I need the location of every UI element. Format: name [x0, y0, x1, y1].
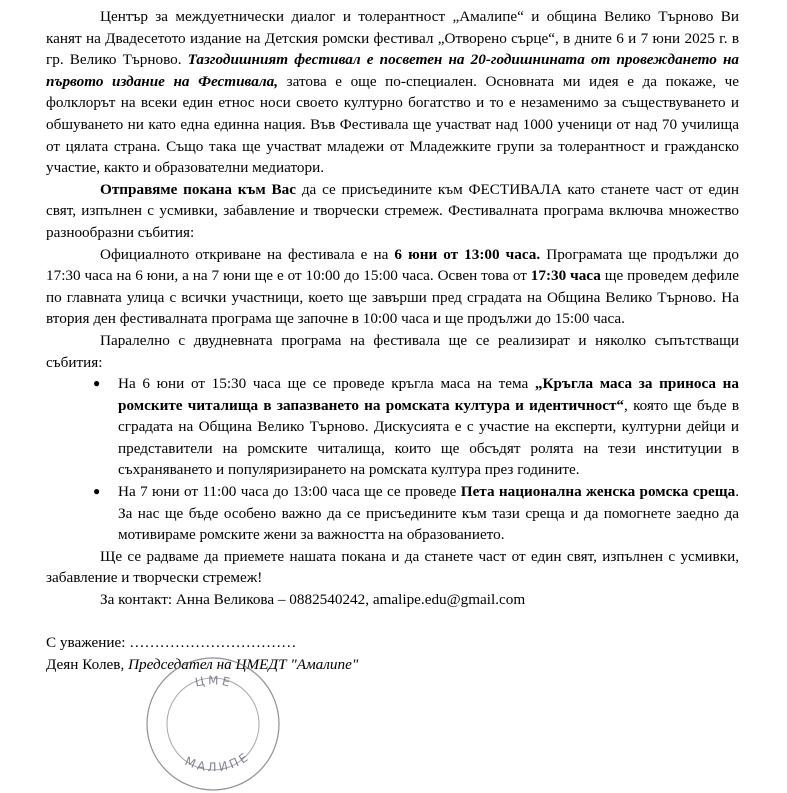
closing-paragraph: Ще се радваме да приемете нашата покана и да станете част от един свят, изпълнен с усмивки, забавление и творчески стремеж!	[46, 547, 739, 587]
signature-line	[46, 654, 739, 676]
stamp-outer-ring	[147, 658, 279, 790]
bullet-icon: ●	[93, 376, 101, 391]
signer-title: Председател на ЦМЕДТ "Амалипе"	[128, 655, 359, 673]
womens-meeting-title: Пета национална женска ромска среща	[460, 483, 736, 501]
round-table-title: „Кръгла маса за приноса на ромските читалища в запазването на ромската култура и идентичност“	[118, 375, 739, 414]
contact-line: За контакт: Анна Великова – 0882540242, amalipe.edu@gmail.com	[100, 591, 526, 609]
list-item	[93, 481, 739, 546]
side-events-list	[46, 373, 739, 546]
program-text-3: ще проведем дефиле по главната улица с всички участници, което ще завърши пред сградата на Община Велико Търново. На втория ден фестивалната програма ще започне в 10:00 часа и ще продължи до 15:00 часа.	[46, 267, 739, 328]
stamp-bottom-text: МАЛИПЕ	[182, 748, 253, 775]
stamp-top-text: ЦМЕ	[193, 673, 235, 691]
womens-meeting-text: На 7 юни от 11:00 часа до 13:00 часа ще се проведе	[118, 483, 461, 501]
invitation-letter	[46, 6, 739, 675]
round-table-text: На 6 юни от 15:30 часа ще се проведе кръгла маса на тема	[118, 375, 535, 393]
intro-paragraph	[46, 6, 739, 179]
list-item	[93, 373, 739, 481]
regards-line: С уважение: ……………………………	[46, 634, 297, 652]
womens-meeting-text-2: . За нас ще бъде особено важно да се присъедините към тази среща и да помогнете заедно да мотивираме ромските жени за важността на образованието.	[118, 483, 739, 544]
opening-time: 6 юни от 13:00 часа.	[394, 245, 541, 263]
side-events-paragraph: Паралелно с двудневната програма на фестивала ще се реализират и няколко съпътстващи събития:	[46, 331, 739, 371]
program-text-2: Програмата ще продължи до 17:30 часа на 6 юни, а на 7 юни ще е от 10:00 до 15:00 часа. Освен това от	[46, 245, 739, 285]
spacer	[46, 611, 739, 633]
invitation-highlight: Отправяме покана към Вас	[100, 180, 297, 198]
invitation-text: да се присъедините към ФЕСТИВАЛА като станете част от един свят, изпълнен с усмивки, забавление и творчески стремеж. Фестивалната програма включва множество разнообразни събития:	[46, 180, 739, 241]
round-table-text-2: , която ще бъде в сградата на Община Велико Търново. Дискусията е с участие на експерти, културни дейци и представители на ромските читалища, които ще обсъдят ролята на тези институции в съхраняването и популяризирането на ромската култура през годините.	[118, 396, 739, 479]
stamp-inner-ring	[167, 678, 259, 770]
anniversary-highlight: Тазгодишният фестивал е посветен на 20-годишнината от провеждането на първото издание на Фестивала,	[46, 51, 739, 90]
parade-time: 17:30 часа	[530, 267, 601, 285]
bullet-icon: ●	[93, 484, 101, 499]
intro-text-cont: затова е още по-специален. Основната ми идея е да покаже, че фолклорът на всеки един етнос носи своето културно богатство и то е незаменимо за съществуването и обшуването ни като една единна нация. Във Фестивала ще участват над 1000 ученици от над 70 училища от цялата страна. Също така ще участват младежи от Младежките групи за толерантност и гражданско участие, както и образователни медиатори.	[46, 72, 739, 177]
program-paragraph	[46, 244, 739, 330]
invitation-paragraph	[46, 179, 739, 244]
program-text: Официалното откриване на фестивала е на	[100, 245, 395, 263]
signer-name: Деян Колев,	[46, 655, 129, 673]
intro-text: Център за междуетнически диалог и толерантност „Амалипе“ и община Велико Търново Ви канят на Двадесетото издание на Детския ромски фестивал „Отворено сърце“, в дните 6 и 7 юни 2025 г. в гр. Велико Търново.	[46, 8, 739, 69]
